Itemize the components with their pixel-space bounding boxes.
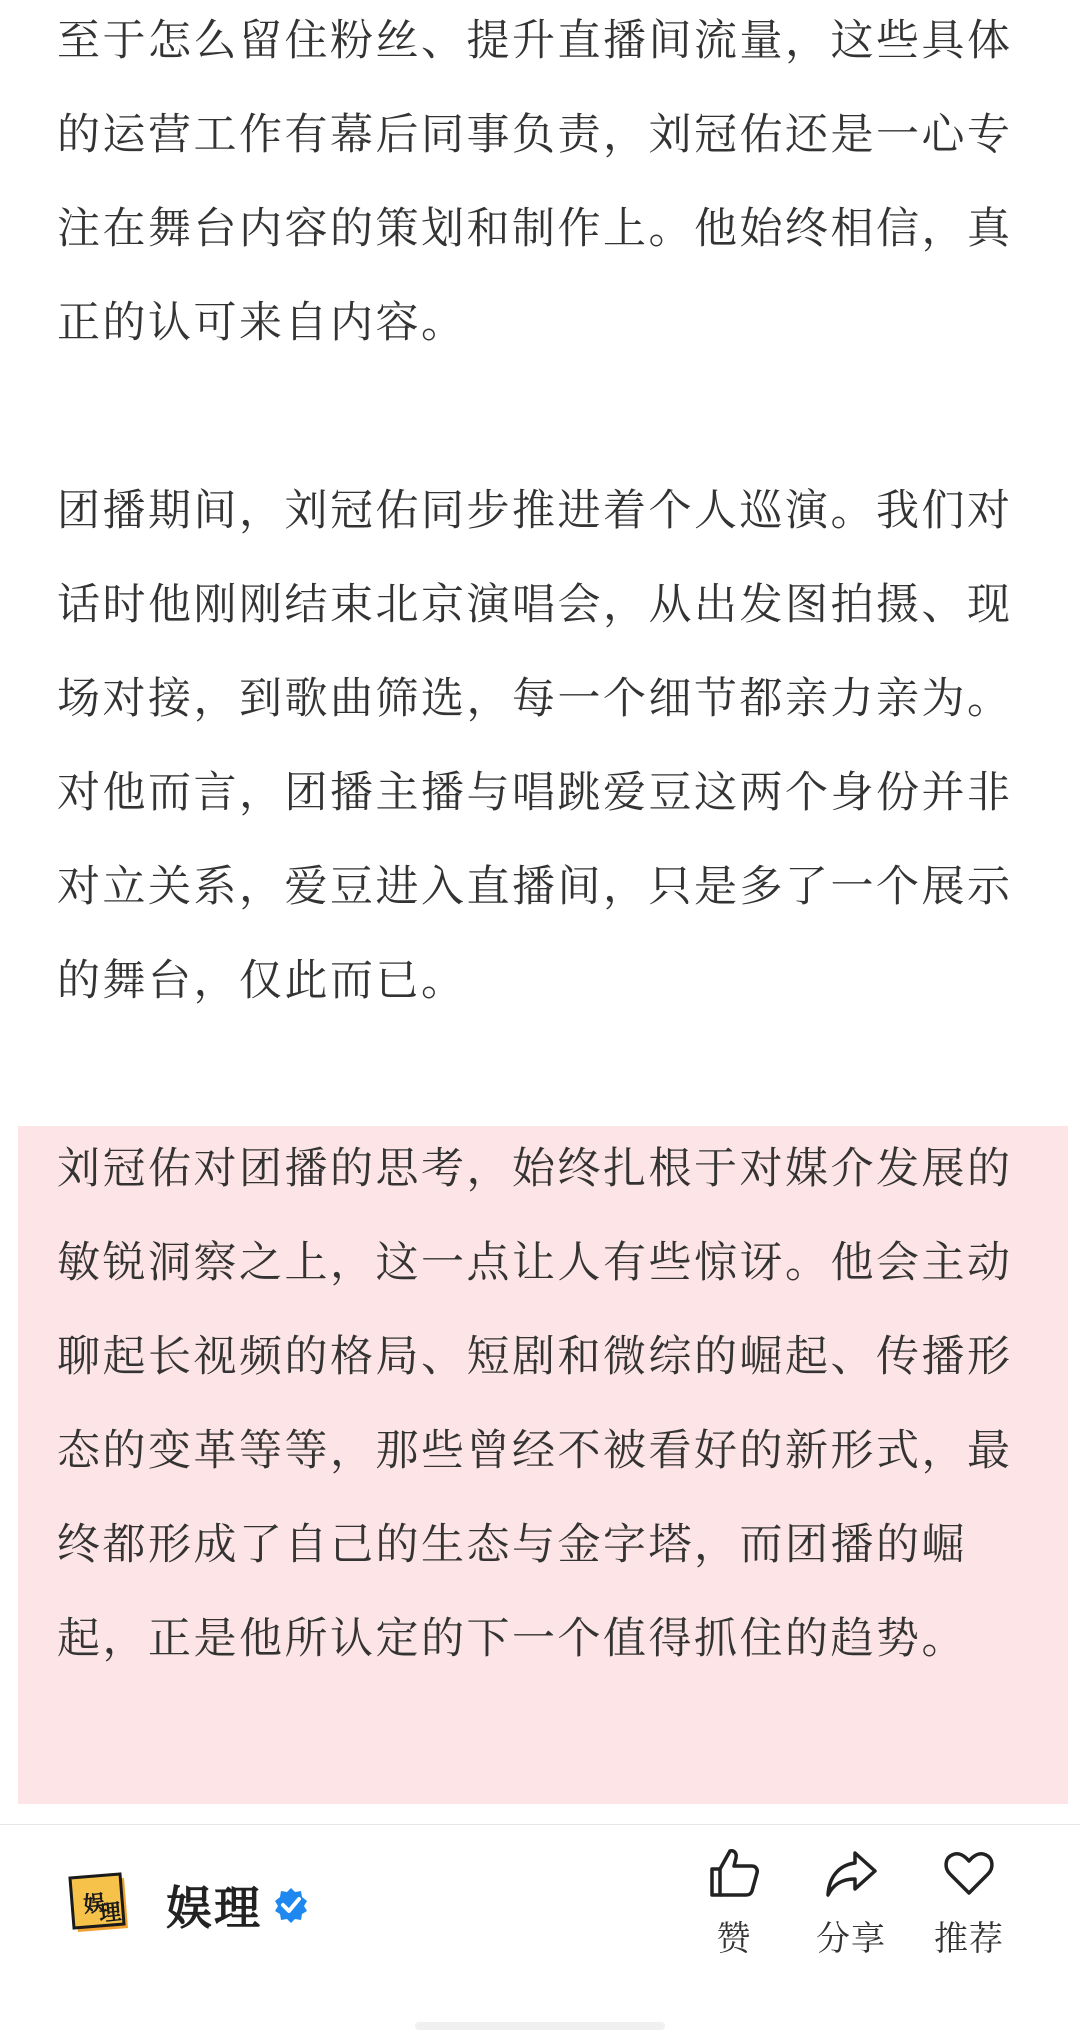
author-name[interactable]: 娱理 — [166, 1881, 262, 1935]
verified-badge-icon — [272, 1886, 310, 1924]
author-info[interactable] — [66, 1870, 310, 1940]
recommend-button[interactable] — [914, 1845, 1024, 1960]
svg-text:理: 理 — [97, 1899, 123, 1928]
highlight-paragraph: 刘冠佑对团播的思考，始终扎根于对媒介发展的敏锐洞察之上，这一点让人有些惊讶。他会主动聊起长视频的格局、短剧和微综的崛起、传播形态的变革等等，那些曾经不被看好的新形式，最终都形成了自己的生态与金字塔，而团播的崛起，正是他所认定的下一个值得抓住的趋势。 — [57, 1144, 1013, 1664]
yuli-logo-icon[interactable] — [66, 1870, 136, 1940]
share-arrow-icon — [796, 1845, 906, 1901]
home-indicator[interactable] — [415, 2022, 665, 2030]
article-paragraph: 至于怎么留住粉丝、提升直播间流量，这些具体的运营工作有幕后同事负责，刘冠佑还是一心专注在舞台内容的策划和制作上。他始终相信，真正的认可来自内容。 — [57, 16, 1013, 348]
share-button[interactable] — [796, 1845, 906, 1960]
like-label: 赞 — [716, 1919, 752, 1959]
share-label: 分享 — [816, 1919, 886, 1959]
thumbs-up-icon — [679, 1845, 789, 1901]
article-paragraph: 团播期间，刘冠佑同步推进着个人巡演。我们对话时他刚刚结束北京演唱会，从出发图拍摄、现场对接，到歌曲筛选，每一个细节都亲力亲为。对他而言，团播主播与唱跳爱豆这两个身份并非对立关系，爱豆进入直播间，只是多了一个展示的舞台，仅此而已。 — [57, 486, 1013, 1006]
like-button[interactable] — [679, 1845, 789, 1960]
recommend-label: 推荐 — [934, 1919, 1004, 1959]
heart-icon — [914, 1845, 1024, 1901]
svg-text:娱: 娱 — [82, 1891, 107, 1919]
